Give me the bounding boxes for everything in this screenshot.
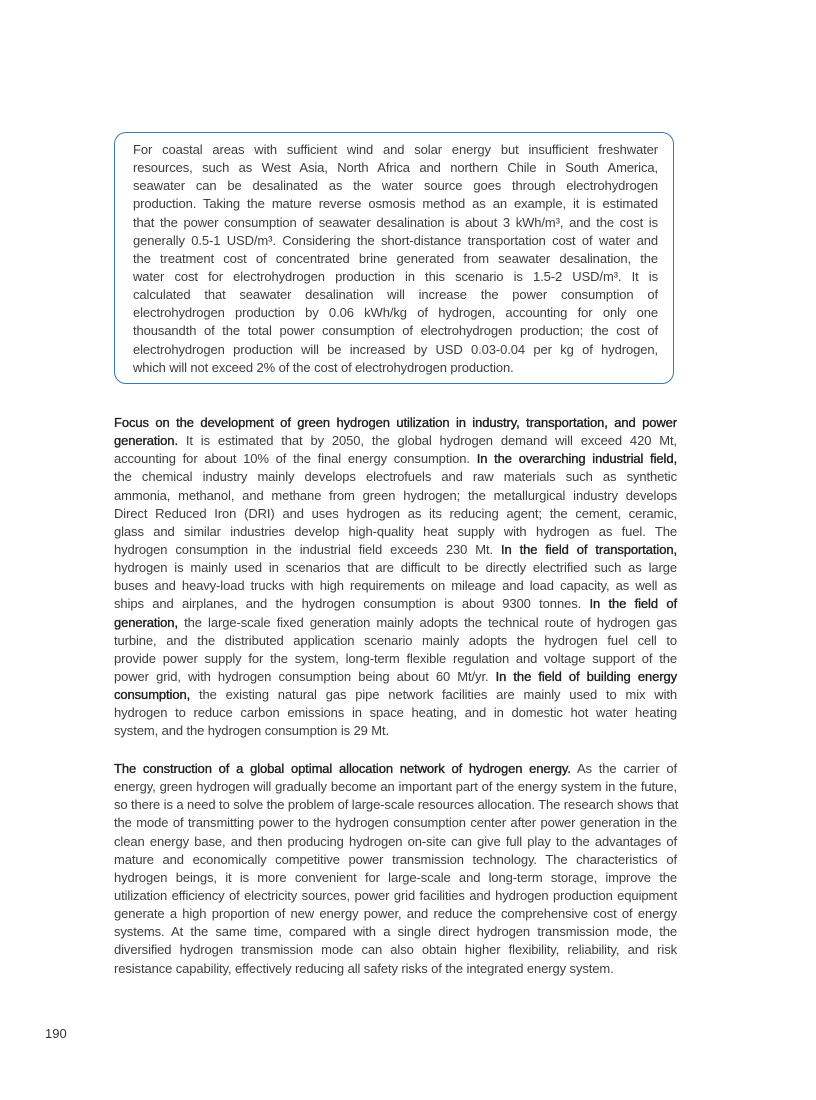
text-line bbox=[114, 760, 677, 778]
text-line bbox=[133, 141, 658, 159]
text-line bbox=[114, 887, 677, 905]
text-segment: thousandth of the total power consumption of electrohydrogen production; the cost of bbox=[133, 323, 658, 339]
text-line bbox=[114, 923, 677, 941]
text-segment: so there is a need to solve the problem of large-scale resources allocation. The research shows that bbox=[114, 797, 679, 813]
text-line bbox=[133, 359, 658, 377]
paragraph-allocation-network bbox=[114, 760, 677, 978]
text-segment: hydrogen consumption in the industrial field exceeds 230 Mt. bbox=[114, 541, 501, 557]
text-line bbox=[114, 869, 677, 887]
text-line bbox=[114, 468, 677, 486]
text-line bbox=[114, 686, 677, 704]
text-line bbox=[133, 232, 658, 250]
text-line bbox=[133, 268, 658, 286]
text-segment: Direct Reduced Iron (DRI) and uses hydrogen as its reducing agent; the cement, ceramic, bbox=[114, 505, 677, 521]
text-line bbox=[133, 304, 658, 322]
bold-text: generation. bbox=[114, 433, 178, 449]
text-line bbox=[114, 414, 677, 432]
text-segment: mature and economically competitive power transmission technology. The characteristics of bbox=[114, 851, 677, 867]
text-segment: generate a high proportion of new energy power, and reduce the comprehensive cost of energy bbox=[114, 906, 677, 922]
text-segment: electrohydrogen production by 0.06 kWh/kg of hydrogen, accounting for only one bbox=[133, 305, 658, 321]
text-segment: clean energy base, and then producing hydrogen on-site can give full play to the advantages of bbox=[114, 833, 677, 849]
text-line bbox=[133, 214, 658, 232]
text-line bbox=[133, 341, 658, 359]
text-line bbox=[133, 322, 658, 340]
text-segment: systems. At the same time, compared with a single direct hydrogen transmission mode, the bbox=[114, 924, 677, 940]
text-segment: glass and similar industries develop high-quality heat supply with hydrogen as fuel. The bbox=[114, 523, 677, 539]
text-segment: resources, such as West Asia, North Africa and northern Chile in South America, bbox=[133, 160, 658, 176]
text-segment: hydrogen to reduce carbon emissions in space heating, and in domestic hot water heating bbox=[114, 705, 677, 721]
text-segment: ammonia, methanol, and methane from green hydrogen; the metallurgical industry develops bbox=[114, 487, 677, 503]
text-segment: diversified hydrogen transmission mode can also obtain higher flexibility, reliability, and risk bbox=[114, 942, 677, 958]
bold-text: consumption, bbox=[114, 687, 191, 703]
text-segment: buses and heavy-load trucks with high requirements on mileage and load capacity, as well as bbox=[114, 578, 677, 594]
text-line bbox=[114, 704, 677, 722]
text-segment: resistance capability, effectively reducing all safety risks of the integrated energy system. bbox=[114, 960, 614, 976]
bold-text: The construction of a global optimal allocation network of hydrogen energy. bbox=[114, 761, 571, 776]
text-segment: the existing natural gas pipe network facilities are mainly used to mix with bbox=[190, 687, 677, 703]
bold-text: generation, bbox=[114, 614, 178, 630]
text-line bbox=[114, 722, 677, 740]
text-line bbox=[114, 941, 677, 959]
text-segment: As the carrier of bbox=[570, 761, 677, 776]
text-segment: energy, green hydrogen will gradually become an important part of the energy system in the future, bbox=[114, 779, 677, 795]
text-segment: seawater can be desalinated as the water source goes through electrohydrogen bbox=[133, 178, 658, 194]
text-segment: production. Taking the mature reverse osmosis method as an example, it is estimated bbox=[133, 196, 658, 212]
text-line bbox=[114, 559, 677, 577]
text-segment: generally 0.5-1 USD/m³. Considering the short-distance transportation cost of water and bbox=[133, 232, 658, 248]
text-line bbox=[114, 450, 677, 468]
text-segment: accounting for about 10% of the final energy consumption. bbox=[114, 451, 477, 467]
bold-text: In the field of bbox=[589, 596, 677, 612]
text-segment: calculated that seawater desalination will increase the power consumption of bbox=[133, 287, 658, 303]
text-line bbox=[114, 595, 677, 613]
text-segment: It is estimated that by 2050, the global hydrogen demand will exceed 420 Mt, bbox=[177, 433, 677, 449]
text-segment: hydrogen is mainly used in scenarios that are difficult to be directly electrified such as large bbox=[114, 560, 677, 576]
paragraph-hydrogen-utilization bbox=[114, 414, 677, 741]
text-line bbox=[114, 632, 677, 650]
text-segment: that the power consumption of seawater desalination is about 3 kWh/m³, and the cost is bbox=[133, 214, 658, 230]
text-segment: system, and the hydrogen consumption is 29 Mt. bbox=[114, 723, 390, 739]
callout-text bbox=[133, 141, 658, 377]
text-line bbox=[114, 432, 677, 450]
text-segment: which will not exceed 2% of the cost of electrohydrogen production. bbox=[133, 359, 514, 375]
bold-text: Focus on the development of green hydrogen utilization in industry, transportation, and power bbox=[114, 415, 677, 430]
text-segment: electrohydrogen production will be increased by USD 0.03-0.04 per kg of hydrogen, bbox=[133, 341, 658, 357]
text-segment: ships and airplanes, and the hydrogen consumption is about 9300 tonnes. bbox=[114, 596, 590, 612]
text-line bbox=[114, 541, 677, 559]
text-line bbox=[114, 577, 677, 595]
text-line bbox=[133, 159, 658, 177]
page-number: 190 bbox=[45, 1026, 67, 1041]
text-line bbox=[133, 177, 658, 195]
text-line bbox=[114, 487, 677, 505]
text-line bbox=[114, 796, 677, 814]
text-segment: the large-scale fixed generation mainly adopts the technical route of hydrogen gas bbox=[177, 614, 677, 630]
text-segment: For coastal areas with sufficient wind and solar energy but insufficient freshwater bbox=[133, 142, 658, 157]
text-segment: the treatment cost of concentrated brine generated from seawater desalination, the bbox=[133, 250, 658, 266]
text-line bbox=[114, 668, 677, 686]
bold-text: In the field of transportation, bbox=[500, 541, 677, 557]
text-segment: the mode of transmitting power to the hydrogen consumption center after power generation in the bbox=[114, 815, 677, 831]
text-line bbox=[114, 650, 677, 668]
bold-text: In the field of building energy bbox=[495, 668, 677, 684]
text-line bbox=[114, 523, 677, 541]
text-line bbox=[114, 905, 677, 923]
text-line bbox=[114, 851, 677, 869]
text-segment: water cost for electrohydrogen production in this scenario is 1.5-2 USD/m³. It is bbox=[133, 268, 658, 284]
text-segment: the chemical industry mainly develops electrofuels and raw materials such as synthetic bbox=[114, 469, 677, 485]
text-segment: hydrogen beings, it is more convenient for large-scale and long-term storage, improve the bbox=[114, 869, 677, 885]
text-line bbox=[114, 814, 677, 832]
text-line bbox=[114, 960, 677, 978]
text-line bbox=[133, 195, 658, 213]
text-line bbox=[133, 250, 658, 268]
bold-text: In the overarching industrial field, bbox=[476, 451, 677, 467]
text-line bbox=[114, 778, 677, 796]
text-segment: power grid, with hydrogen consumption being about 60 Mt/yr. bbox=[114, 668, 496, 684]
text-line bbox=[114, 505, 677, 523]
text-segment: utilization efficiency of electricity sources, power grid facilities and hydrogen production equipment bbox=[114, 887, 677, 903]
text-line bbox=[114, 833, 677, 851]
text-line bbox=[114, 614, 677, 632]
text-segment: turbine, and the distributed application scenario mainly adopts the hydrogen fuel cell to bbox=[114, 632, 677, 648]
text-segment: provide power supply for the system, long-term flexible regulation and voltage support of the bbox=[114, 650, 677, 666]
text-line bbox=[133, 286, 658, 304]
